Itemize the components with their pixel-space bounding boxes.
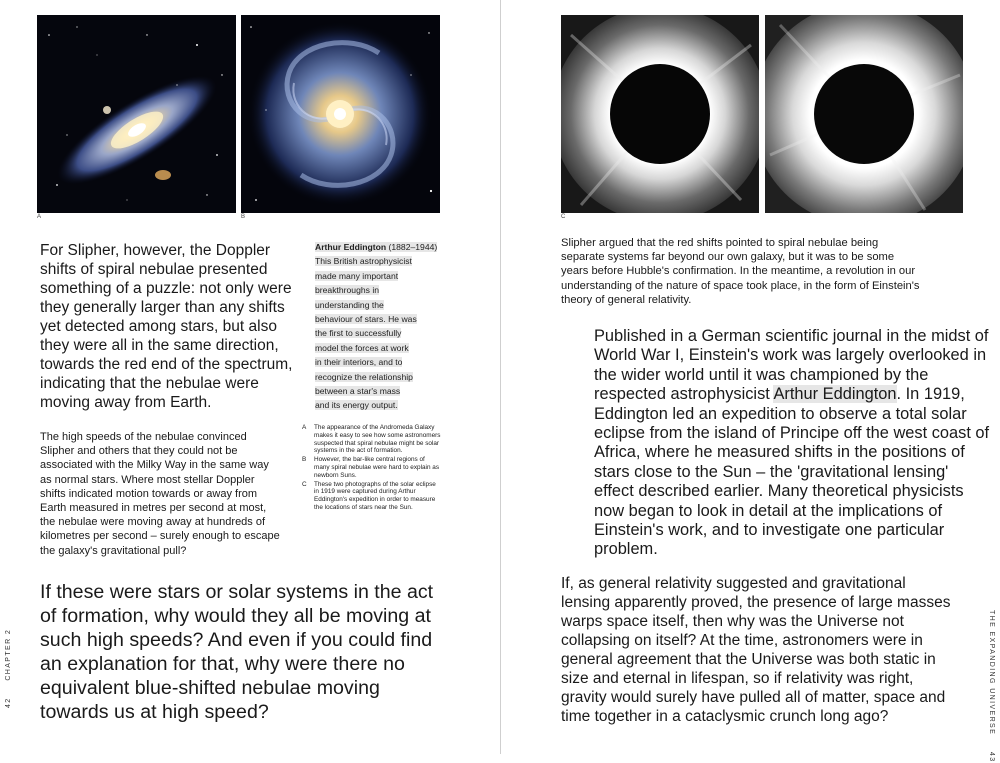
right-page-number: 43 [988,751,995,763]
sidebar-dates: (1882–1944) [388,242,438,252]
sidebar-line: and its energy output. [315,400,398,411]
sidebar-line: recognize the relationship [315,371,413,382]
eclipse-photo-right [765,15,963,213]
caption-a: A The appearance of the Andromeda Galaxy makes it easy to see how some astronomers suspected that spiral nebulae might be solar systems in the act of formation. [302,424,441,455]
left-intro-paragraph: For Slipher, however, the Doppler shifts of spiral nebulae presented something of a puzzle: not only were they generally larger than any shifts yet detected among stars, but also they were all in the same direction, towards the red end of the spectrum, indicating that the nebulae were moving away from Earth. [40,242,293,411]
right-intro-paragraph: Slipher argued that the red shifts pointed to spiral nebulae being separate systems far beyond our own galaxy, but it was to be some years before Hubble's confirmation. In the meantime, a revolution in our understanding of the nature of space took place, in the form of Einstein's theory of general relativity. [561,237,920,306]
andromeda-galaxy-photo [37,15,236,213]
image-captions [302,424,442,513]
right-feature-paragraph: Published in a German scientific journal in the midst of World War I, Einstein's work was largely overlooked in the wider world until it was championed by the respected astrophysicist Arthur Eddington. In 1919, Eddington led an expedition to observe a total solar eclipse from the island of Principe off the west coast of Africa, where he measured shifts in the positions of stars close to the Sun – the 'gravitational lensing' effect described earlier. Many theoretical physicists now began to look in detail at the implications of Einstein's work, and to investigate one particular problem. [594,327,990,559]
sidebar-line: in their interiors, and to [315,357,403,368]
left-second-paragraph: The high speeds of the nebulae convinced Slipher and others that they could not be associated with the Milky Way in the same way as normal stars. Where most stellar Doppler shifts indicated motion towards or away from Earth measured in metres per second at most, the nebulae were moving away at hundreds of kilometres per second – surely enough to escape the galaxy's gravitational pull? [40,431,280,557]
running-head-title: THE EXPANDING UNIVERSE [988,610,995,736]
highlighted-name: Arthur Eddington [773,385,897,404]
eddington-sidebar [315,240,445,413]
chapter-title: CHAPTER 2 [5,628,12,681]
photo-label-a: A [37,214,42,220]
sidebar-line: made many important [315,270,399,281]
spiral-galaxy-photo [241,15,440,213]
sidebar-line: This British astrophysicist [315,256,412,267]
photo-label-b: B [241,214,246,220]
caption-c: C These two photographs of the solar eclipse in 1919 were captured during Arthur Eddington's expedition in order to measure the locations of stars near the Sun. [302,480,436,511]
sidebar-line: between a star's mass [315,386,401,397]
left-page-number: 42 [5,697,12,708]
chapter-label [5,629,12,708]
sidebar-line: the first to successfully [315,328,402,339]
pull-quote: If these were stars or solar systems in the act of formation, why would they all be moving at such high speeds? And even if you could find an explanation for that, why were there no equivalent blue-shifted nebulae moving towards us at high speed? [40,581,434,723]
photo-label-c: C [561,214,566,220]
sidebar-line: model the forces at work [315,342,409,353]
sidebar-line: understanding the [315,299,384,310]
right-closing-paragraph: If, as general relativity suggested and gravitational lensing apparently proved, the presence of large masses warps space itself, then why was the Universe not collapsing on itself? At the time, astronomers were in general agreement that the Universe was both static in size and eternal in lifespan, so if relativity was right, gravity would surely have pulled all of matter, space and time together in a cataclysmic crunch long ago? [561,575,951,725]
sidebar-line: behaviour of stars. He was [315,314,417,325]
running-head [988,610,995,763]
sidebar-name: Arthur Eddington [315,242,387,252]
page-spine [500,0,501,754]
eclipse-photo-left [561,15,759,213]
caption-b: B However, the bar-like central regions of many spiral nebulae were hard to explain as newborn Suns. [302,456,440,479]
sidebar-line: breakthroughs in [315,285,380,296]
